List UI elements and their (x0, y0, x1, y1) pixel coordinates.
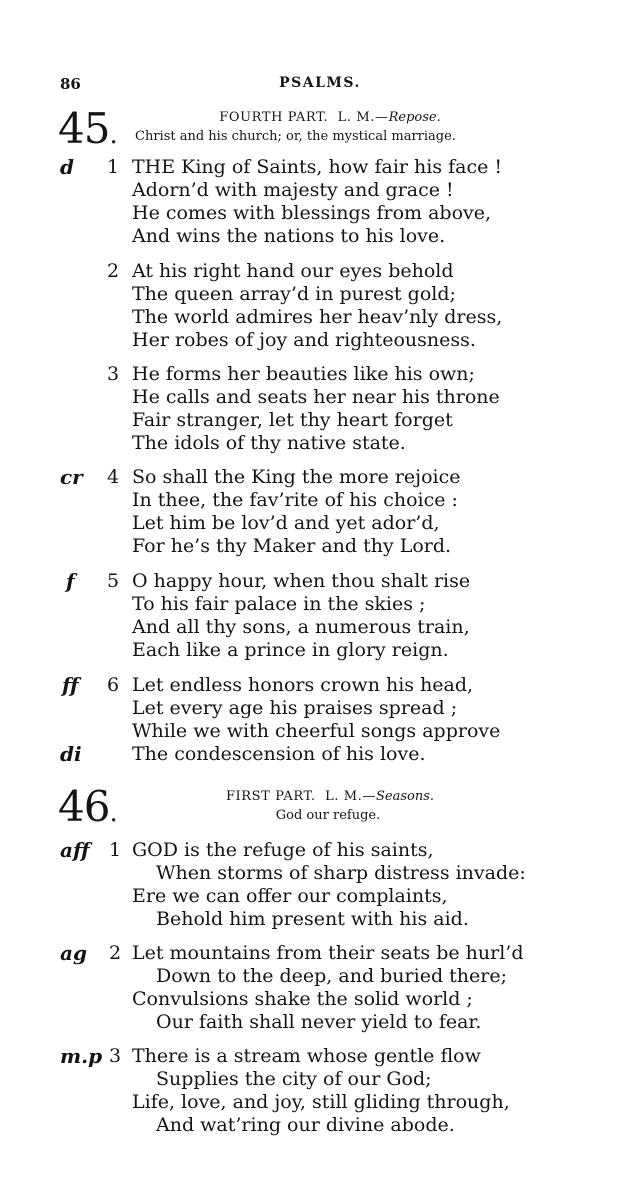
stanza-number: 1 (109, 839, 122, 861)
dynamic-mark: ff (62, 673, 79, 697)
verse-line: Ere we can offer our complaints, (132, 885, 448, 907)
verse-line: The idols of thy native state. (132, 432, 406, 454)
verse-line: Let endless honors crown his head, (132, 674, 474, 696)
verse-line: The world admires her heav’nly dress, (132, 306, 503, 328)
stanza-number: 2 (107, 260, 120, 282)
dynamic-mark: d (60, 155, 74, 179)
verse-line: The condescension of his love. (132, 743, 426, 765)
verse-line: Behold him present with his aid. (156, 908, 469, 930)
stanza-number: 2 (109, 942, 122, 964)
tune-name: Seasons. (376, 789, 435, 804)
verse-line: There is a stream whose gentle flow (132, 1045, 481, 1067)
verse-line: And wins the nations to his love. (132, 225, 446, 247)
verse-line: The queen array’d in purest gold; (132, 283, 456, 305)
verse-line: Supplies the city of our God; (156, 1068, 432, 1090)
dynamic-mark: aff (60, 838, 90, 862)
verse-line: Let him be lov’d and yet ador’d, (132, 512, 440, 534)
verse-line: While we with cheerful songs approve (132, 720, 501, 742)
verse-line: Down to the deep, and buried there; (156, 965, 507, 987)
hymn-number: 45. (58, 104, 117, 153)
verse-line: He calls and seats her near his throne (132, 386, 500, 408)
tune-name: Repose. (388, 110, 441, 125)
verse-line: Her robes of joy and righteousness. (132, 329, 476, 351)
verse-line: O happy hour, when thou shalt rise (132, 570, 471, 592)
verse-line: Fair stranger, let thy heart forget (132, 409, 453, 431)
verse-line: So shall the King the more rejoice (132, 466, 461, 488)
verse-line: Let every age his praises spread ; (132, 697, 458, 719)
verse-line: Our faith shall never yield to fear. (156, 1011, 482, 1033)
part-label: FOURTH PART. (219, 110, 329, 125)
stanza-number: 6 (107, 674, 120, 696)
verse-line: In thee, the fav’rite of his choice : (132, 489, 458, 511)
verse-line: And wat’ring our divine abode. (156, 1114, 455, 1136)
dynamic-mark: f (66, 569, 75, 593)
verse-line: Convulsions shake the solid world ; (132, 988, 473, 1010)
verse-line: When storms of sharp distress invade: (156, 862, 526, 884)
subject-line: Christ and his church; or, the mystical marriage. (135, 129, 456, 144)
verse-line: For he’s thy Maker and thy Lord. (132, 535, 452, 557)
stanza-number: 4 (107, 466, 120, 488)
verse-line: Let mountains from their seats be hurl’d (132, 942, 524, 964)
verse-line: THE King of Saints, how fair his face ! (132, 156, 503, 178)
hymn-number: 46. (58, 782, 117, 831)
meter-line (130, 110, 530, 125)
verse-line: Adorn’d with majesty and grace ! (132, 179, 454, 201)
meter-label: L. M.— (337, 110, 389, 125)
page-number: 86 (60, 75, 81, 93)
verse-line: He comes with blessings from above, (132, 202, 492, 224)
stanza-number: 5 (107, 570, 120, 592)
stanza-number: 1 (107, 156, 120, 178)
verse-line: At his right hand our eyes behold (132, 260, 454, 282)
hymn-number-value: 45 (58, 104, 110, 153)
subject-line: God our refuge. (275, 808, 381, 823)
meter-line (130, 789, 530, 804)
part-label: FIRST PART. (225, 789, 316, 804)
meter-label: L. M.— (325, 789, 377, 804)
verse-line: GOD is the refuge of his saints, (132, 839, 434, 861)
verse-line: And all thy sons, a numerous train, (132, 616, 470, 638)
dynamic-mark: m.p (60, 1044, 103, 1068)
dynamic-mark: cr (60, 465, 83, 489)
verse-line: To his fair palace in the skies ; (132, 593, 426, 615)
hymn-number-value: 46 (58, 782, 110, 831)
verse-line: He forms her beauties like his own; (132, 363, 475, 385)
verse-line: Life, love, and joy, still gliding through, (132, 1091, 510, 1113)
running-head: PSALMS. (279, 75, 361, 91)
verse-line: Each like a prince in glory reign. (132, 639, 449, 661)
dynamic-mark: ag (60, 941, 87, 965)
stanza-number: 3 (109, 1045, 122, 1067)
dynamic-mark: di (60, 742, 82, 766)
stanza-number: 3 (107, 363, 120, 385)
